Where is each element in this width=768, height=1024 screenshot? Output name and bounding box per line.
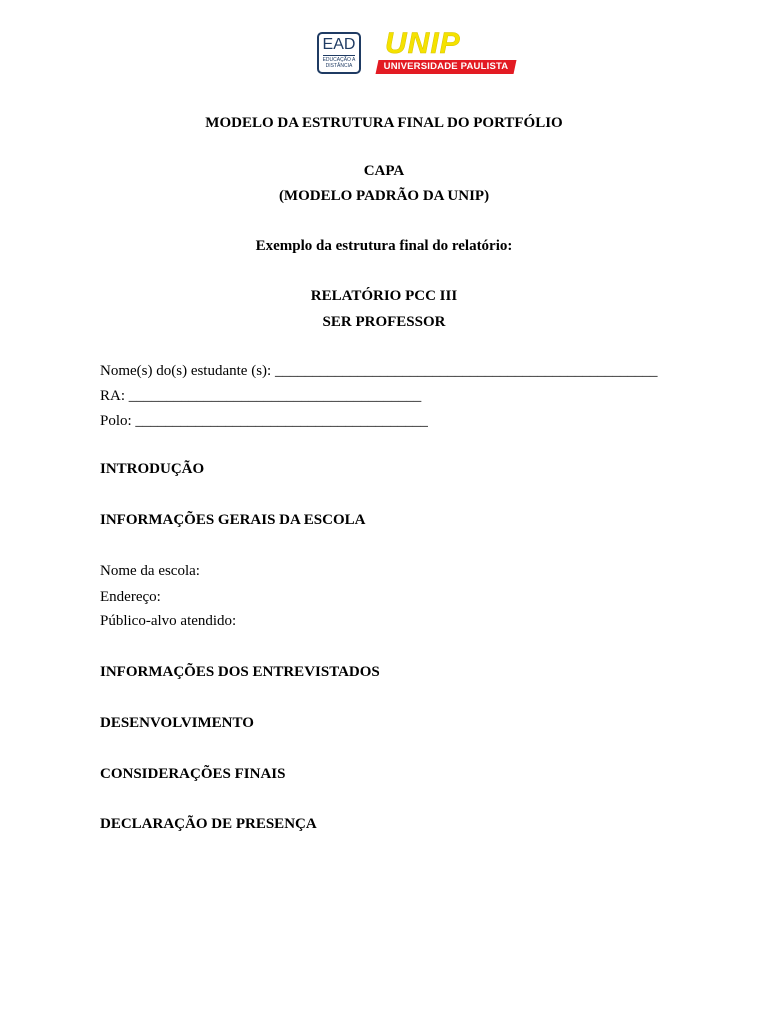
report-subtitle: SER PROFESSOR (322, 314, 446, 330)
publico-alvo-label: Público-alvo atendido: (100, 613, 237, 629)
section-consideracoes: CONSIDERAÇÕES FINAIS (100, 766, 286, 782)
section-introducao: INTRODUÇÃO (100, 461, 205, 477)
section-info-escola: INFORMAÇÕES GERAIS DA ESCOLA (100, 512, 366, 528)
header-logos (317, 27, 517, 76)
ead-logo (317, 32, 361, 74)
nome-escola-label: Nome da escola: (100, 563, 200, 579)
document-title: MODELO DA ESTRUTURA FINAL DO PORTFÓLIO (205, 115, 563, 131)
ead-logo-divider (323, 55, 355, 56)
endereco-label: Endereço: (100, 589, 161, 605)
example-heading: Exemplo da estrutura final do relatório: (255, 238, 513, 254)
ra-field: RA: _______________________________________ (100, 388, 422, 404)
section-declaracao: DECLARAÇÃO DE PRESENÇA (100, 816, 317, 832)
capa-heading: CAPA (363, 163, 405, 179)
capa-note: (MODELO PADRÃO DA UNIP) (278, 188, 490, 204)
section-entrevistados: INFORMAÇÕES DOS ENTREVISTADOS (100, 664, 380, 680)
report-title: RELATÓRIO PCC III (310, 288, 458, 304)
unip-logo-subtext: UNIVERSIDADE PAULISTA (383, 61, 509, 72)
unip-logo-text: UNIP (385, 27, 461, 60)
polo-field: Polo: _______________________________________ (100, 413, 428, 429)
ead-logo-subtext: EDUCAÇÃO A DISTÂNCIA (322, 57, 356, 69)
section-desenvolvimento: DESENVOLVIMENTO (100, 715, 254, 731)
students-field: Nome(s) do(s) estudante (s): ___________________________________________________ (100, 363, 658, 379)
ead-logo-text: EAD (322, 36, 356, 53)
unip-logo (375, 27, 515, 76)
